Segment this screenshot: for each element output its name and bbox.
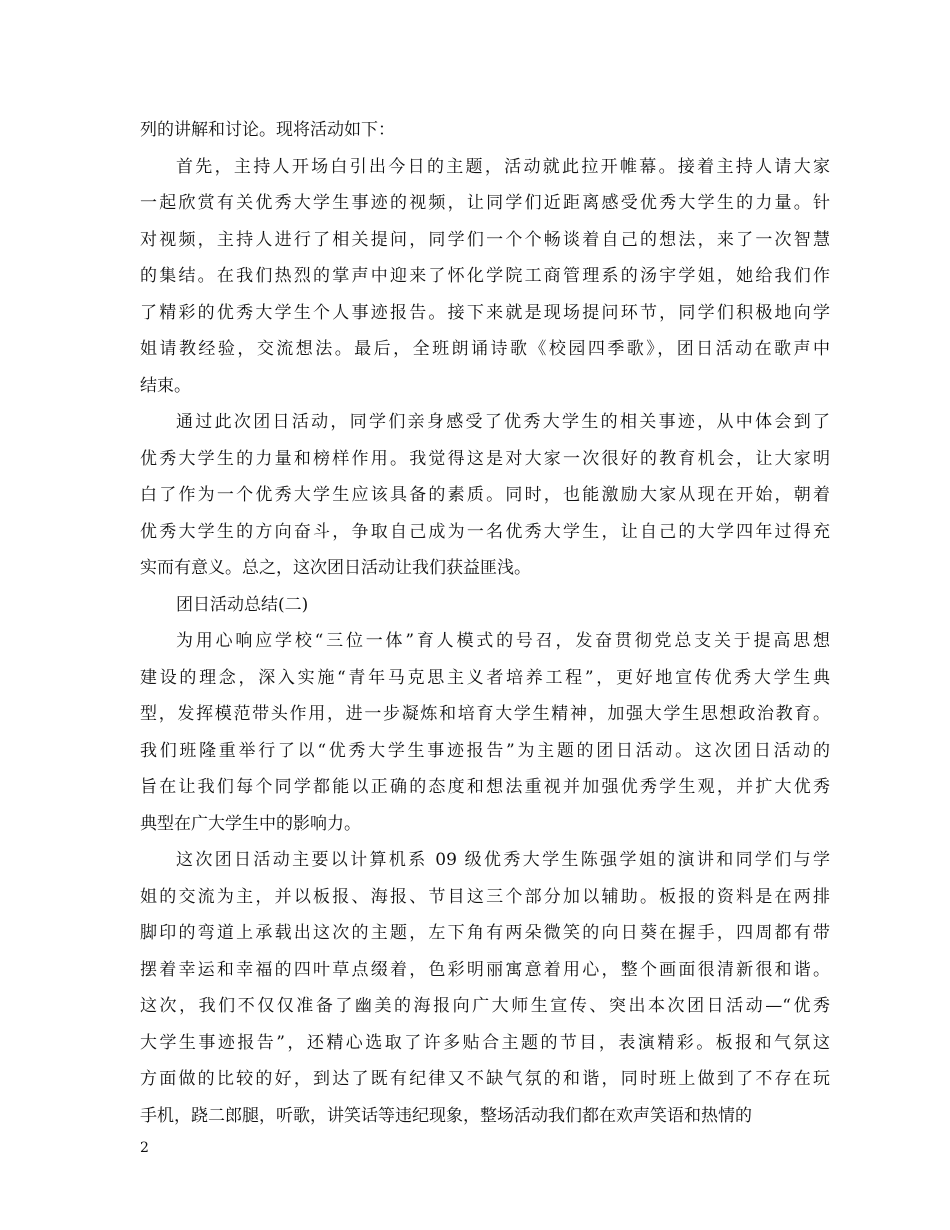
text-line: 摆着幸运和幸福的四叶草点缀着，色彩明丽寓意着用心，整个画面很清新很和谐。	[140, 959, 830, 980]
text-line: 通过此次团日活动，同学们亲身感受了优秀大学生的相关事迹，从中体会到了	[176, 412, 830, 432]
text-line: 实而有意义。总之，这次团日活动让我们获益匪浅。	[140, 558, 531, 578]
text-line: 我们班隆重举行了以“优秀大学生事迹报告”为主题的团日活动。这次团日活动的	[140, 740, 830, 761]
text-line: 建设的理念，深入实施“青年马克思主义者培养工程”，更好地宣传优秀大学生典	[140, 667, 830, 688]
text-line: 脚印的弯道上承载出这次的主题，左下角有两朵微笑的向日葵在握手，四周都有带	[140, 923, 830, 943]
document-body	[140, 112, 830, 1134]
text-line: 为用心响应学校“三位一体”育人模式的号召，发奋贯彻党总支关于提高思想	[176, 631, 830, 651]
paragraph	[140, 623, 830, 842]
text-line: 这次团日活动主要以计算机系 09 级优秀大学生陈强学姐的演讲和同学们与学	[176, 850, 830, 870]
text-line: 优秀大学生的方向奋斗，争取自己成为一名优秀大学生，让自己的大学四年过得充	[140, 521, 830, 542]
text-line: 优秀大学生的力量和榜样作用。我觉得这是对大家一次很好的教育机会，让大家明	[140, 448, 830, 469]
text-line: 型，发挥模范带头作用，进一步凝炼和培育大学生精神，加强大学生思想政治教育。	[140, 704, 830, 724]
paragraph	[140, 149, 830, 405]
text-line: 一起欣赏有关优秀大学生事迹的视频，让同学们近距离感受优秀大学生的力量。针	[140, 193, 830, 213]
paragraph	[140, 404, 830, 587]
text-line: 姐的交流为主，并以板报、海报、节目这三个部分加以辅助。板报的资料是在两排	[140, 886, 830, 907]
text-line: 手机，跷二郎腿，听歌，讲笑话等违纪现象，整场活动我们都在欢声笑语和热情的	[140, 1105, 752, 1126]
text-line: 结束。	[140, 375, 191, 396]
text-line: 典型在广大学生中的影响力。	[140, 813, 361, 834]
paragraph	[140, 587, 830, 624]
text-line: 列的讲解和讨论。现将活动如下：	[140, 120, 395, 140]
text-line: 的集结。在我们热烈的掌声中迎来了怀化学院工商管理系的汤宇学姐，她给我们作	[140, 266, 830, 286]
paragraph	[140, 842, 830, 1134]
paragraph	[140, 112, 830, 149]
page-number: 2	[140, 1140, 149, 1156]
text-line: 大学生事迹报告”，还精心选取了许多贴合主题的节目，表演精彩。板报和气氛这	[140, 1032, 830, 1053]
text-line: 旨在让我们每个同学都能以正确的态度和想法重视并加强优秀学生观，并扩大优秀	[140, 777, 830, 797]
text-line: 姐请教经验，交流想法。最后，全班朗诵诗歌《校园四季歌》，团日活动在歌声中	[140, 339, 830, 359]
text-line: 这次，我们不仅仅准备了幽美的海报向广大师生宣传、突出本次团日活动—“优秀	[140, 996, 830, 1016]
text-line: 白了作为一个优秀大学生应该具备的素质。同时，也能激励大家从现在开始，朝着	[140, 485, 830, 505]
text-line: 团日活动总结(二)	[176, 594, 309, 615]
text-line: 了精彩的优秀大学生个人事迹报告。接下来就是现场提问环节，同学们积极地向学	[140, 302, 830, 323]
text-line: 首先，主持人开场白引出今日的主题，活动就此拉开帷幕。接着主持人请大家	[176, 156, 830, 177]
text-line: 方面做的比较的好，到达了既有纪律又不缺气氛的和谐，同时班上做到了不存在玩	[140, 1069, 830, 1089]
text-line: 对视频，主持人进行了相关提问，同学们一个个畅谈着自己的想法，来了一次智慧	[140, 229, 830, 250]
